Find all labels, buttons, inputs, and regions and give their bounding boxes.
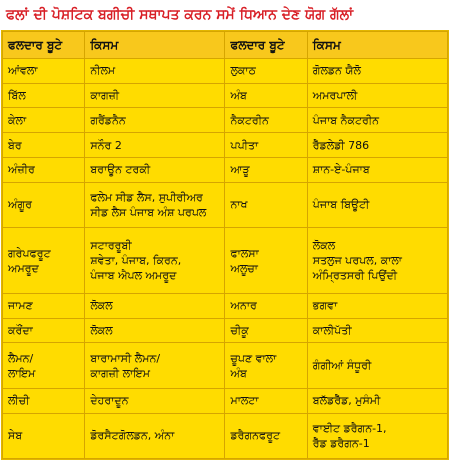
- variety-cell: ਸਨੌਰ 2: [85, 133, 225, 158]
- variety-cell: ਕਾਲੀਪੱਤੀ: [307, 318, 447, 343]
- fruit-plant-cell: ਆਂਵਲਾ: [3, 59, 85, 84]
- table-row: [3, 133, 448, 158]
- variety-cell: ਲੋਕਲ: [85, 294, 225, 319]
- variety-cell: ਰੈੱਡਲੇਡੀ 786: [307, 133, 447, 158]
- table-row: [3, 318, 448, 343]
- fruit-plant-cell: ਅੰਜ਼ੀਰ: [3, 157, 85, 182]
- header-variety-right: ਕਿਸਮ: [307, 32, 447, 59]
- fruit-plant-cell: ਲੁਕਾਠ: [225, 59, 307, 84]
- table-row: [3, 59, 448, 84]
- variety-cell: ਫਲੇਮ ਸੀਡ ਲੈਸ, ਸੁਪੀਰੀਅਰ ਸੀਡ ਲੈਸ ਪੰਜਾਬ ਅੰਸ਼ ਪਰਪਲ: [85, 182, 225, 227]
- variety-cell: ਵਾਈਟ ਡਰੈਗਨ-1, ਰੈੱਡ ਡਰੈਗਨ-1: [307, 413, 447, 458]
- fruit-plant-cell: ਬੇਰ: [3, 133, 85, 158]
- variety-cell: ਸਟਾਰਰੂਬੀ ਸ਼ਵੇਤਾ, ਪੰਜਾਬ, ਕਿਰਨ, ਪੰਜਾਬ ਐਪਲ ਅਮਰੂਦ: [85, 228, 225, 294]
- fruit-plant-cell: ਮਾਲਟਾ: [225, 388, 307, 413]
- fruit-varieties-table-container: [1, 30, 449, 460]
- header-fruit-plant-left: ਫਲਦਾਰ ਬੂਟੇ: [3, 32, 85, 59]
- fruit-plant-cell: ਨੈਕਟਰੀਨ: [225, 108, 307, 133]
- fruit-plant-cell: ਡਰੈਗਨਫਰੂਟ: [225, 413, 307, 458]
- table-row: [3, 294, 448, 319]
- header-variety-left: ਕਿਸਮ: [85, 32, 225, 59]
- fruit-plant-cell: ਅਨਾਰ: [225, 294, 307, 319]
- fruit-plant-cell: ਫਾਲਸਾ ਅਲੂਚਾ: [225, 228, 307, 294]
- variety-cell: ਕਾਗਜ਼ੀ: [85, 83, 225, 108]
- variety-cell: ਦੇਹਰਾਦੂਨ: [85, 388, 225, 413]
- variety-cell: ਬਾਰਾਮਾਸੀ ਲੈਮਨ/ ਕਾਗਜ਼ੀ ਲਾਇਮ: [85, 343, 225, 388]
- fruit-varieties-table: [2, 31, 448, 459]
- fruit-plant-cell: ਨਾਖ: [225, 182, 307, 227]
- table-row: [3, 343, 448, 388]
- variety-cell: ਲੋਕਲ: [85, 318, 225, 343]
- fruit-plant-cell: ਆੜੂ: [225, 157, 307, 182]
- variety-cell: ਪੰਜਾਬ ਬਿਊਟੀ: [307, 182, 447, 227]
- variety-cell: ਡੋਰਸੈਟਗੋਲਡਨ, ਅੰਨਾ: [85, 413, 225, 458]
- variety-cell: ਨੀਲਮ: [85, 59, 225, 84]
- fruit-plant-cell: ਲੈਮਨ/ ਲਾਇਮ: [3, 343, 85, 388]
- fruit-plant-cell: ਚੀਕੂ: [225, 318, 307, 343]
- fruit-plant-cell: ਲੀਚੀ: [3, 388, 85, 413]
- table-row: [3, 108, 448, 133]
- fruit-plant-cell: ਬਿੱਲ: [3, 83, 85, 108]
- variety-cell: ਬਲੱਡਰੈੱਡ, ਮੁਸੰਮੀ: [307, 388, 447, 413]
- table-row: [3, 388, 448, 413]
- table-row: [3, 157, 448, 182]
- fruit-plant-cell: ਸੇਬ: [3, 413, 85, 458]
- variety-cell: ਪੰਜਾਬ ਨੈਕਟਰੀਨ: [307, 108, 447, 133]
- variety-cell: ਅਮਰਪਾਲੀ: [307, 83, 447, 108]
- variety-cell: ਬਰਾਊਨ ਟਰਕੀ: [85, 157, 225, 182]
- page-title: ਫਲਾਂ ਦੀ ਪੋਸ਼ਟਿਕ ਬਗੀਚੀ ਸਥਾਪਤ ਕਰਨ ਸਮੇਂ ਧਿਆਨ ਦੇਣ ਯੋਗ ਗੱਲਾਂ: [6, 7, 354, 23]
- fruit-plant-cell: ਜਾਮਣ: [3, 294, 85, 319]
- variety-cell: ਲੋਕਲ ਸਤਲੁਜ ਪਰਪਲ, ਕਾਲਾ ਅੰਮ੍ਰਿਤਸਰੀ ਪਿਉਂਦੀ: [307, 228, 447, 294]
- variety-cell: ਗੰਗੀਆਂ ਸੰਧੂਰੀ: [307, 343, 447, 388]
- variety-cell: ਗੋਲਡਨ ਯੈਲੋ: [307, 59, 447, 84]
- fruit-plant-cell: ਪਪੀਤਾ: [225, 133, 307, 158]
- fruit-plant-cell: ਕੇਲਾ: [3, 108, 85, 133]
- header-fruit-plant-right: ਫਲਦਾਰ ਬੂਟੇ: [225, 32, 307, 59]
- fruit-plant-cell: ਕਰੌਂਦਾ: [3, 318, 85, 343]
- variety-cell: ਸ਼ਾਨ-ਏ-ਪੰਜਾਬ: [307, 157, 447, 182]
- fruit-plant-cell: ਗਰੇਪਫਰੂਟ ਅਮਰੂਦ: [3, 228, 85, 294]
- fruit-plant-cell: ਚੂਪਣ ਵਾਲਾ ਅੰਬ: [225, 343, 307, 388]
- table-row: [3, 182, 448, 227]
- fruit-plant-cell: ਅੰਗੂਰ: [3, 182, 85, 227]
- table-header-row: [3, 32, 448, 59]
- table-row: [3, 83, 448, 108]
- table-row: [3, 228, 448, 294]
- table-body: [3, 59, 448, 459]
- table-row: [3, 413, 448, 458]
- variety-cell: ਭਗਵਾ: [307, 294, 447, 319]
- variety-cell: ਗਰੈਂਡਨੈਨ: [85, 108, 225, 133]
- fruit-plant-cell: ਅੰਬ: [225, 83, 307, 108]
